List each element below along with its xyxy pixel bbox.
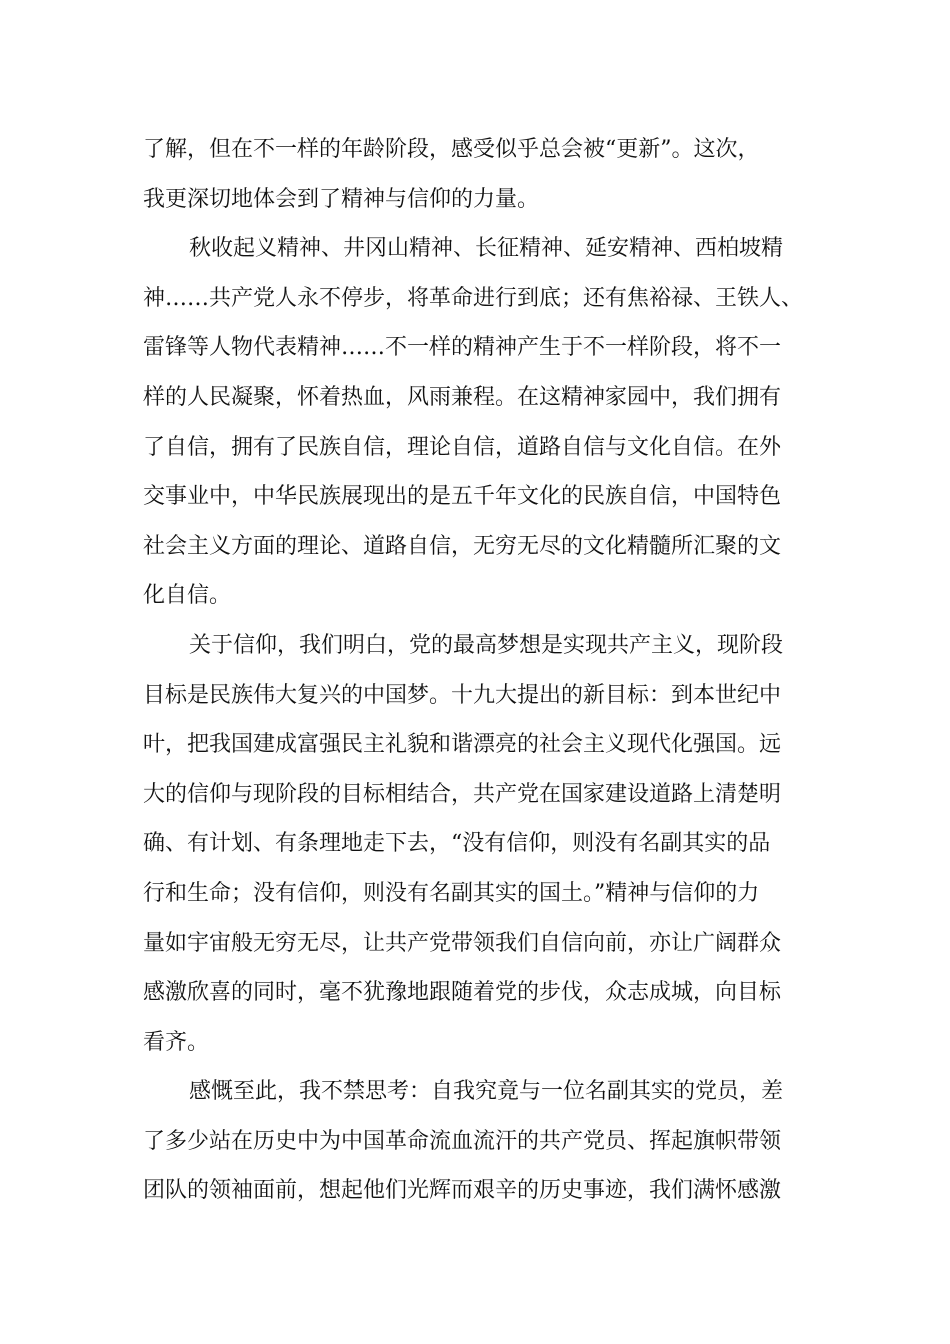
text-line: 目标是民族伟大复兴的中国梦。十九大提出的新目标：到本世纪中 [143,682,782,708]
text-line: 了解，但在不一样的年龄阶段，感受似乎总会被“更新”。这次， [143,137,760,162]
text-line: 了自信，拥有了民族自信，理论自信，道路自信与文化自信。在外 [143,434,782,460]
text-line: 感激欣喜的同时，毫不犹豫地跟随着党的步伐，众志成城，向目标 [143,980,782,1006]
body-text [143,125,828,1216]
text-line: 社会主义方面的理论、道路自信，无穷无尽的文化精髓所汇聚的文 [143,533,782,559]
text-line: 大的信仰与现阶段的目标相结合，共产党在国家建设道路上清楚明 [143,781,782,807]
paragraph-start-line: 秋收起义精神、井冈山精神、长征精神、延安精神、西柏坡精 [189,236,784,262]
text-line: 行和生命；没有信仰，则没有名副其实的国土。”精神与信仰的力 [143,880,760,906]
text-line: 交事业中，中华民族展现出的是五千年文化的民族自信，中国特色 [143,484,782,510]
text-line: 叶，把我国建成富强民主礼貌和谐漂亮的社会主义现代化强国。远 [143,732,782,758]
text-line: 确、有计划、有条理地走下去，“没有信仰，则没有名副其实的品 [143,831,771,857]
text-line: 化自信。 [143,583,232,609]
paragraph-start-line: 感慨至此，我不禁思考：自我究竟与一位名副其实的党员，差 [189,1079,784,1105]
text-line: 看齐。 [143,1029,210,1055]
paragraph-start-line: 关于信仰，我们明白，党的最高梦想是实现共产主义，现阶段 [189,632,784,658]
text-line: 雷锋等人物代表精神……不一样的精神产生于不一样阶段，将不一 [143,335,782,361]
text-line: 了多少站在历史中为中国革命流血流汗的共产党员、挥起旗帜带领 [143,1128,782,1154]
text-line: 团队的领袖面前，想起他们光辉而艰辛的历史事迹，我们满怀感激 [143,1178,782,1204]
text-line: 量如宇宙般无穷无尽，让共产党带领我们自信向前，亦让广阔群众 [143,930,782,956]
text-line: 我更深切地体会到了精神与信仰的力量。 [143,186,540,212]
text-line: 样的人民凝聚，怀着热血，风雨兼程。在这精神家园中，我们拥有 [143,384,782,410]
text-line: 神……共产党人永不停步，将革命进行到底；还有焦裕禄、王铁人、 [143,285,804,311]
